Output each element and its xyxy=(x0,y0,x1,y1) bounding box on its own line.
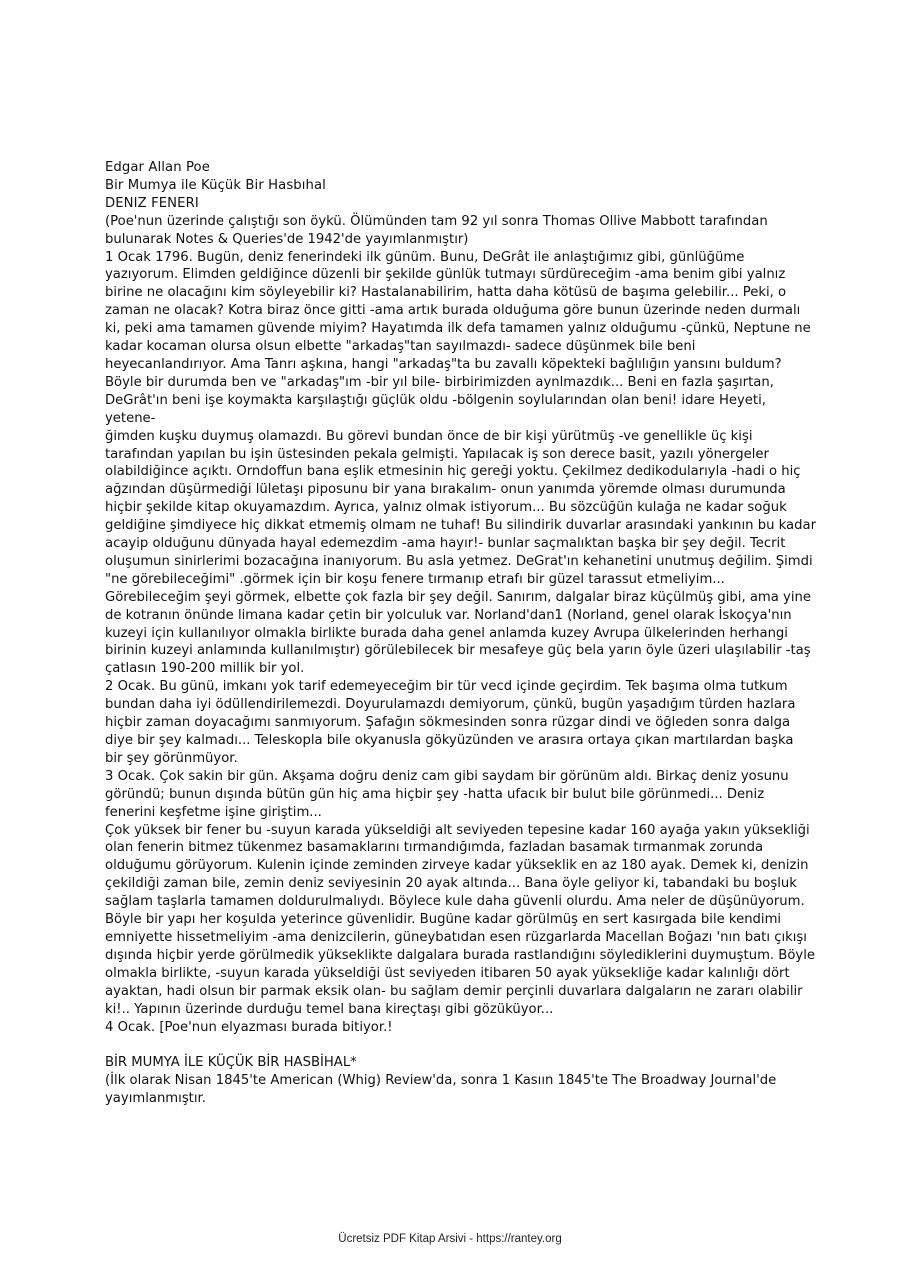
body-text-line: 4 Ocak. [Poe'nun elyazması burada bitiyor.! xyxy=(105,1019,393,1035)
body-text-line: dışında hiçbir yerde görülmedik yükseklikte dalgalara burada rastlandığını söylediklerini duymuştum. Böyle xyxy=(105,947,815,963)
body-text-line: Çok yüksek bir fener bu -suyun karada yükseldiği alt seviyeden tepesine kadar 160 ayağa yakın yüksekliği xyxy=(105,822,810,838)
body-text-line: ki, peki ama tamamen güvende miyim? Hayatımda ilk defa tamamen yalnız olduğumu -çünkü, Neptune ne xyxy=(105,321,811,337)
body-text-line: de kotranın önünde limana kadar çetin bir yolculuk var. Norland'dan1 (Norland, genel olarak İskoçya'nın xyxy=(105,607,792,623)
body-text-line: geldiğine şimdiyece hiç dikkat etmemiş olmam ne tuhaf! Bu silindirik duvarlar arasındaki yankının bu kadar xyxy=(105,518,817,534)
body-text-line: "ne görebileceğimi" .görmek için bir koşu fenere tırmanıp etrafı bir güzel tarassut etmeliyim... xyxy=(105,571,725,587)
body-text-line: 1 Ocak 1796. Bugün, deniz fenerindeki ilk günüm. Bunu, DeGrât ile anlaştığımız gibi, günlüğüme xyxy=(105,249,745,265)
story-title: DENIZ FENERI xyxy=(105,195,199,211)
body-text-line: kuzeyi için kullanılıyor olmakla birlikte burada daha genel anlamda kuzey Avrupa ülkelerinden herhangi xyxy=(105,625,788,641)
body-text-line: olabildiğince açıktı. Orndoffun bana eşlik etmesinin hiç gereği yoktu. Çekilmez dedikodularıyla -hadi o hiç xyxy=(105,464,801,480)
body-text-line: zaman ne olacak? Kotra biraz önce gitti -ama artık burada olduğuma göre bunun üzerinde neden durmalı xyxy=(105,303,801,319)
section-title: BİR MUMYA İLE KÜÇÜK BİR HASBİHAL* xyxy=(105,1055,357,1071)
section-note xyxy=(105,1072,805,1108)
section-note-line: yayımlanmıştır. xyxy=(105,1091,206,1107)
body-text-line: 2 Ocak. Bu günü, imkanı yok tarif edemeyeceğim bir tür vecd içinde geçirdim. Tek başıma olma tutkum xyxy=(105,679,788,695)
body-text-line: diye bir şey kalmadı... Teleskopla bile okyanusla gökyüzünden ve arasıra ortaya çıkan martılardan başka xyxy=(105,733,794,748)
story-body xyxy=(105,213,817,1037)
body-text-line: emniyette hissetmeliyim -ama denizcilerin, güneybatıdan esen rüzgarlarda Macellan Boğazı 'nın batı çıkışı xyxy=(105,929,807,945)
body-text-line: çekildiği zaman bile, zemin deniz seviyesinin 20 ayak altında... Bana öyle geliyor ki, tabandaki bu boşluk xyxy=(105,876,797,892)
body-text-line: Görebileceğim şeyi görmek, elbette çok fazla bir şey değil. Sanırım, dalgalar biraz küçülmüş gibi, ama yine xyxy=(105,589,811,605)
body-text-line: ağzından düşürmediği lületaşı piposunu bir yana bırakalım- onun yanımda yöremde olması durumunda xyxy=(105,482,786,498)
body-text-line: göründü; bunun dışında bütün gün hiç ama hiçbir şey -hatta ufacık bir bulut bile görünmedi... Deniz xyxy=(105,786,765,802)
body-text-line: Böyle bir durumda ben ve "arkadaş"ım -bir yıl bile- birbirimizden aynlmazdık... Beni en fazla şaşırtan, xyxy=(105,374,774,390)
body-text-line: birine ne olacağını kim söyleyebilir ki? Hastalanabilirim, hatta daha kötüsü de başıma gelebilir... Peki, o xyxy=(105,285,787,301)
section-gap xyxy=(105,1036,805,1054)
body-text-line: acayip olduğunu dünyada hayal edemezdim -ama hayır!- bunlar saçmalıktan başka bir şey değil. Tecrit xyxy=(105,536,786,552)
body-text-line: çatlasın 190-200 millik bir yol. xyxy=(105,661,305,677)
body-text-line: ğimden kuşku duymuş olamazdı. Bu görevi bundan önce de bir kişi yürütmüş -ve genellikle üç kişi xyxy=(105,428,753,444)
body-text-line: fenerini keşfetme işine giriştim... xyxy=(105,804,322,820)
body-text-line: tarafından yapılan bu işin üstesinden pekala gelmişti. Yapılacak iş son derece basit, yazılı yönergeler xyxy=(105,446,769,462)
body-text-line: bundan daha iyi ödüllendirilemezdi. Doyurulamazdı demiyorum, çünkü, bugün yaşadığım türden hazlara xyxy=(105,697,796,713)
section-note-line: (İlk olarak Nisan 1845'te American (Whig) Review'da, sonra 1 Kasıın 1845'te The Broadway Journal'de xyxy=(105,1073,777,1089)
body-text-line: olan fenerin bitmez tükenmez basamaklarını tırmandığımda, fazladan basamak tırmanmak zorunda xyxy=(105,840,764,856)
body-text-line: yazıyorum. Elimden geldiğince düzenli bir şekilde günlük tutmayı sürdüreceğim -ama benim gibi yalnız xyxy=(105,267,786,283)
page-footer: Ücretsiz PDF Kitap Arsivi - https://rantey.org xyxy=(338,1233,562,1245)
book-title: Bir Mumya ile Küçük Bir Hasbıhal xyxy=(105,177,326,193)
body-text-line: DeGrât'ın beni işe koymakta karşılaştığı güçlük oldu -bölgenin soylularından olan beni! idare Heyeti, xyxy=(105,392,766,408)
body-text-line: ki!.. Yapının üzerinde durduğu temel bana kireçtaşı gibi gözüküyor... xyxy=(105,1001,554,1017)
body-text-line: 3 Ocak. Çok sakin bir gün. Akşama doğru deniz cam gibi saydam bir görünüm aldı. Birkaç deniz yosunu xyxy=(105,768,789,784)
body-text-line: bulunarak Notes & Queries'de 1942'de yayımlanmıştır) xyxy=(105,231,469,247)
body-text-line: heyecanlandırıyor. Ama Tanrı aşkına, hangi "arkadaş"ta bu zavallı köpekteki bağlılığın yansını buldum? xyxy=(105,356,782,372)
body-text-line: Böyle bir yapı her koşulda yeterince güvenlidir. Bugüne kadar görülmüş en sert kasırgada bile kendimi xyxy=(105,912,782,928)
body-text-line: birinin kuzeyi anlamında kullanılmıştır) görülebilecek bir mesafeye güç bela yarın öyle üzeri ulaşılabilir -taş xyxy=(105,643,811,659)
body-text-line: hiçbir zaman doyacağımı sanmıyorum. Şafağın sökmesinden sonra rüzgar dindi ve öğleden sonra dalga xyxy=(105,715,791,731)
body-text-line: (Poe'nun üzerinde çalıştığı son öykü. Ölümünden tam 92 yıl sonra Thomas Ollive Mabbott tarafından xyxy=(105,213,768,229)
body-text-line: olduğumu görüyorum. Kulenin içinde zeminden zirveye kadar yükseklik en az 180 ayak. Demek ki, denizin xyxy=(105,858,809,874)
body-text-line: olmakla birlikte, -suyun karada yükseldiği üst seviyeden itibaren 50 ayak yüksekliğe kadar kalınlığı dört xyxy=(105,965,790,981)
body-text-line: kadar kocaman olursa olsun elbette "arkadaş"tan sayılmazdı- sadece düşünmek bile beni xyxy=(105,339,696,355)
body-text-line: sağlam taşlarla tamamen doldurulmalıydı. Böylece kule daha güvenli olurdu. Ama neler de düşünüyorum. xyxy=(105,894,805,910)
document-page xyxy=(105,159,817,1108)
author-name: Edgar Allan Poe xyxy=(105,160,210,175)
body-text-line: hiçbir şekilde kitap okuyamazdım. Ayrıca, yalnız olmak istiyorum... Bu sözcüğün kulağa ne kadar soğuk xyxy=(105,500,787,516)
body-text-line: ayaktan, hadi olsun bir parmak eksik olan- bu sağlam demir perçinli duvarlara dalgaların ne zararı olabilir xyxy=(105,983,803,999)
body-text-line: oluşumun sinirlerimi bozacağına inanıyorum. Bu asla yetmez. DeGrat'ın kehanetini unutmuş değilim. Şimdi xyxy=(105,553,813,569)
body-text-line: bir şey görünmüyor. xyxy=(105,750,238,766)
body-text-line: yetene- xyxy=(105,410,156,426)
